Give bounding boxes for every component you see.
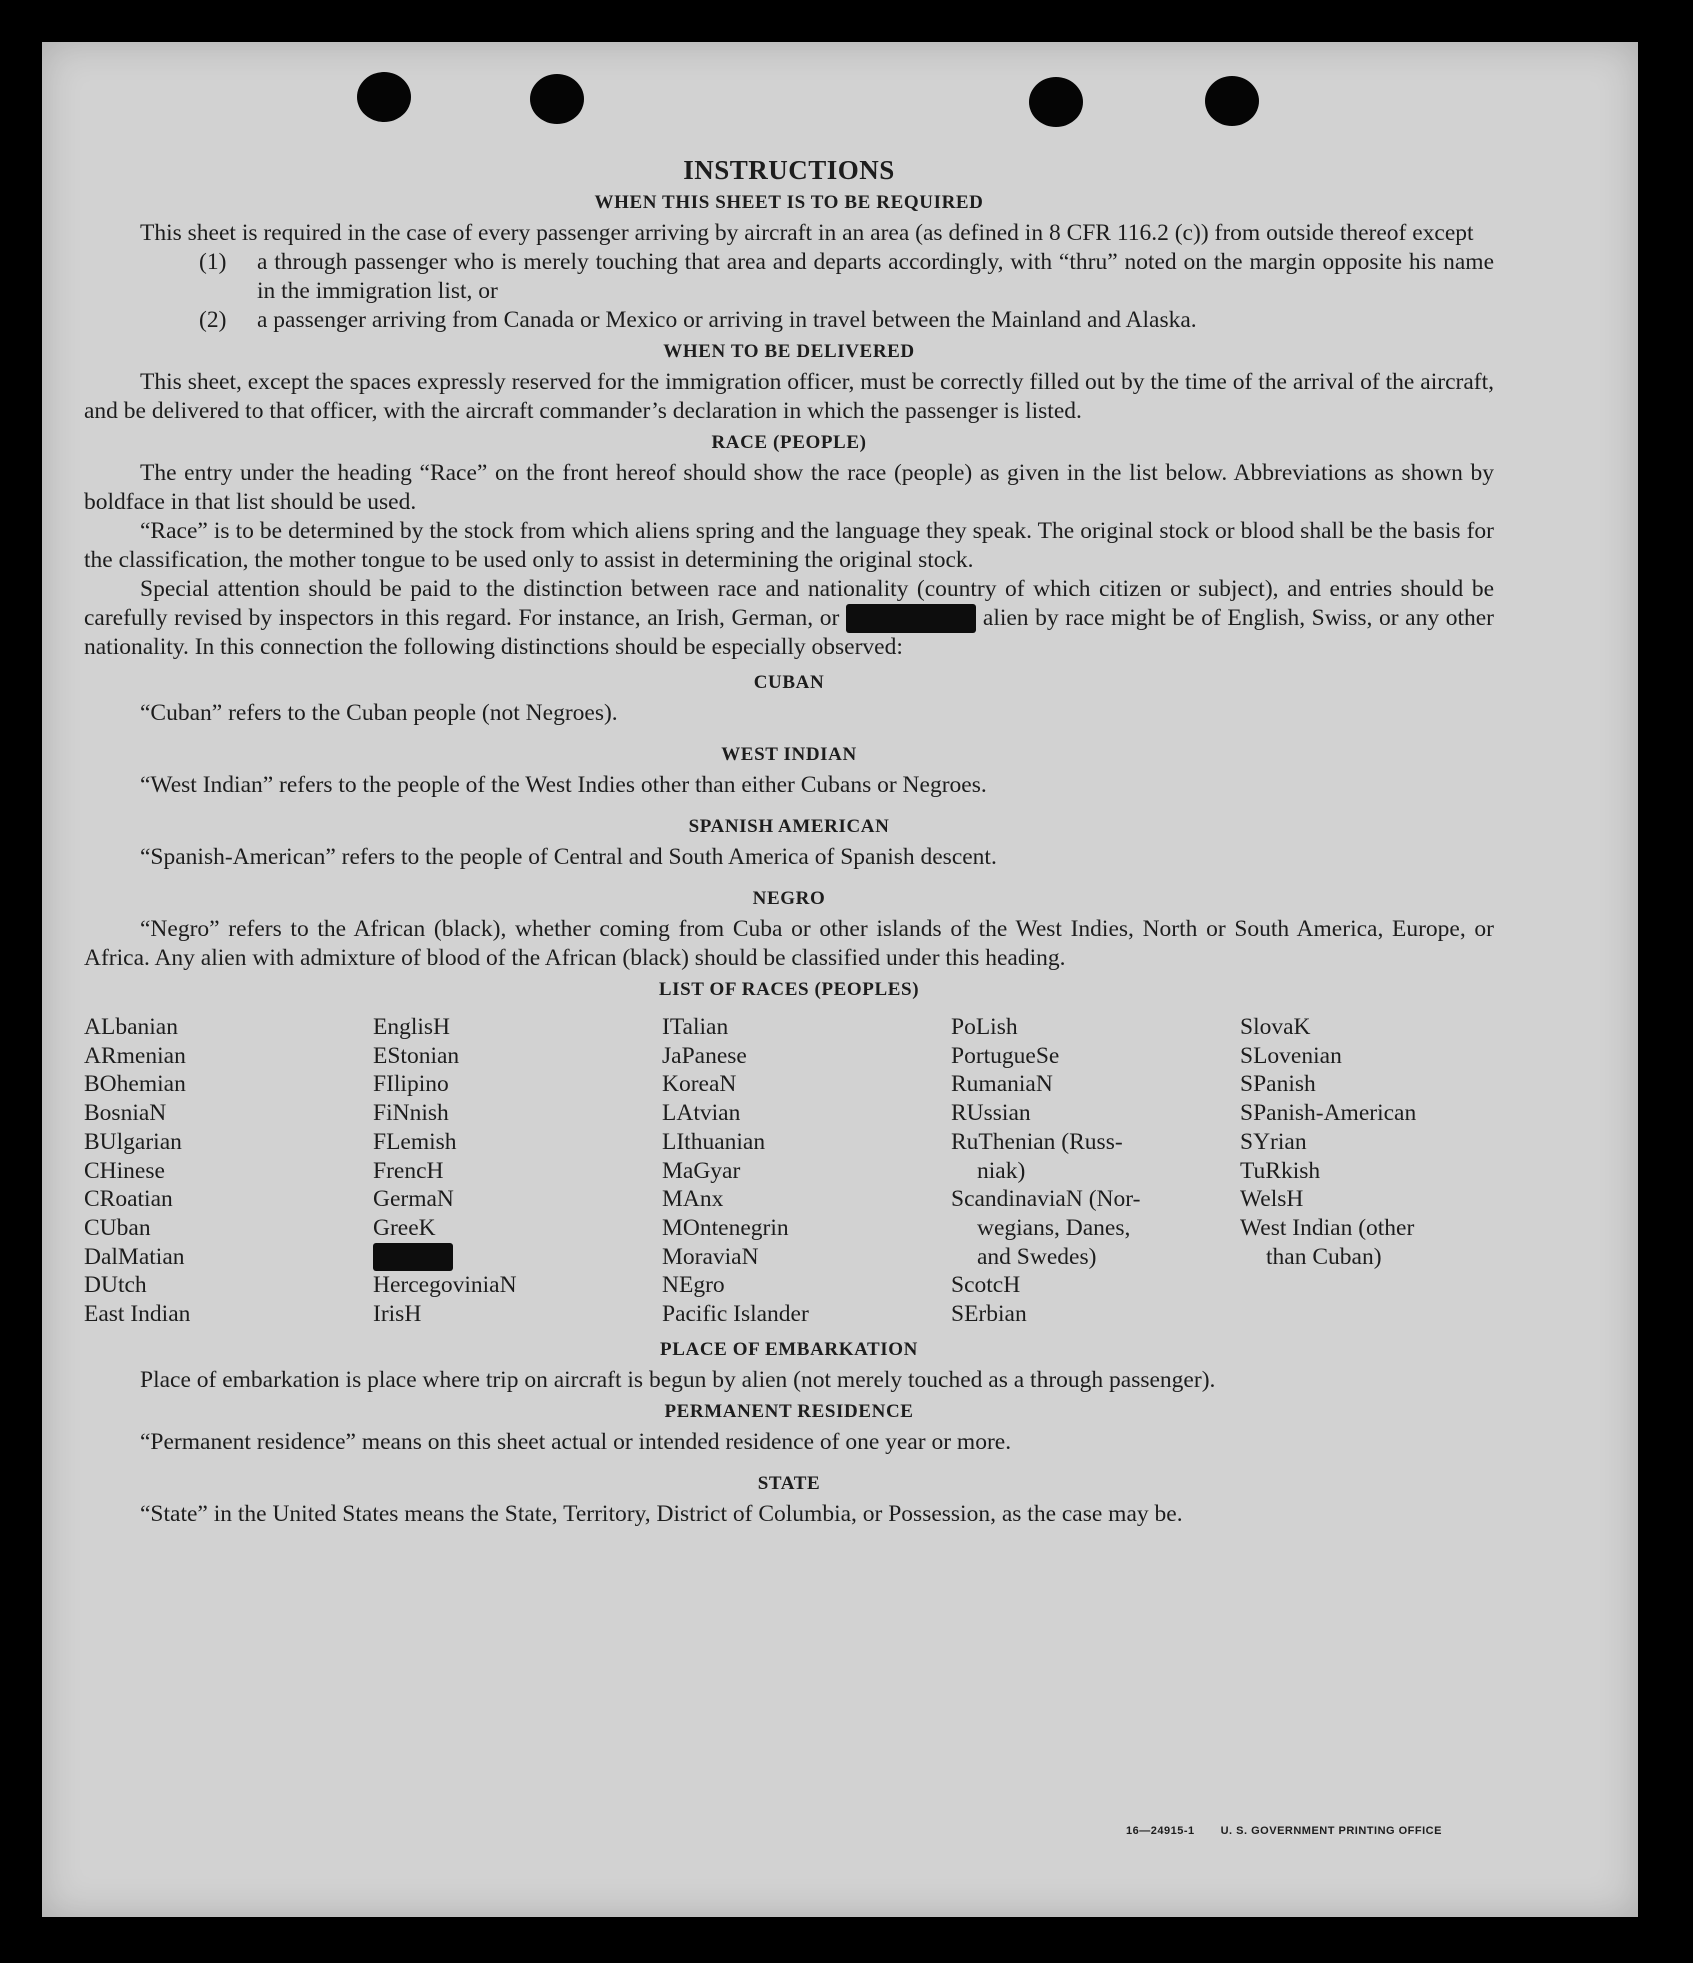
heading-state: STATE xyxy=(757,1472,821,1494)
punch-hole-4 xyxy=(1205,76,1259,126)
heading-spanish-american: SPANISH AMERICAN xyxy=(688,816,890,837)
race-entry: MOntenegrin xyxy=(662,1214,789,1241)
exception-text: a passenger arriving from Canada or Mexico or arriving in travel between the Mainland and Alaska. xyxy=(257,307,1197,333)
race-paragraph-3: Special attention should be paid to the distinction between race and nationality (country of which citizen or subject), and entries should be carefully revised by inspectors in this regard. For instance, an Irish, German, or alien by race might be of English, Swiss, or any other nationality. In this connection the following distinctions should be especially observed: xyxy=(84,576,1495,660)
race-entry: PortugueSe xyxy=(951,1042,1060,1069)
race-entry: FIlipino xyxy=(373,1071,449,1098)
when-delivered-text: This sheet, except the spaces expressly reserved for the immigration officer, must be correctly filled out by the time of the arrival of the aircraft, and be delivered to that officer, with the aircraft commander’s declaration in which the passenger is listed. xyxy=(84,369,1494,424)
heading-when-required: WHEN THIS SHEET IS TO BE REQUIRED xyxy=(594,192,984,213)
race-entry: ITalian xyxy=(662,1014,729,1040)
race-entry: FrencH xyxy=(373,1157,444,1184)
race-entry: JaPanese xyxy=(662,1042,747,1069)
race-entry: SPanish-American xyxy=(1240,1100,1417,1127)
race-entry: wegians, Danes, xyxy=(977,1214,1131,1241)
race-entry: MAnx xyxy=(662,1186,724,1213)
embarkation-text: Place of embarkation is place where trip on aircraft is begun by alien (not merely touched as a through passenger). xyxy=(140,1366,1216,1393)
cuban-text: “Cuban” refers to the Cuban people (not Negroes). xyxy=(140,700,618,726)
heading-residence: PERMANENT RESIDENCE xyxy=(664,1400,914,1422)
race-entry: FLemish xyxy=(373,1128,457,1155)
exception-number: (1) xyxy=(199,249,227,275)
race-entry: RuThenian (Russ- xyxy=(951,1128,1123,1155)
exception-item xyxy=(199,306,1494,335)
race-entry: Pacific Islander xyxy=(662,1301,809,1328)
race-entry: LAtvian xyxy=(662,1100,741,1127)
race-entry: FiNnish xyxy=(373,1100,449,1127)
race-entry: DalMatian xyxy=(84,1243,185,1270)
spanish-american-text: “Spanish-American” refers to the people of Central and South America of Spanish descent. xyxy=(140,844,997,870)
residence-text: “Permanent residence” means on this sheet actual or intended residence of one year or more. xyxy=(140,1428,1012,1455)
instructions-body xyxy=(84,155,1494,1529)
race-paragraph-2: “Race” is to be determined by the stock from which aliens spring and the language they speak. The original stock or blood shall be the basis for the classification, the mother tongue to be used only to assist in determining the original stock. xyxy=(84,518,1494,573)
race-entry: RUssian xyxy=(951,1100,1031,1127)
race-entry: niak) xyxy=(977,1157,1026,1184)
footer-form-code xyxy=(1126,1825,1468,1837)
race-entry: BOhemian xyxy=(84,1071,186,1098)
race-entry: WelsH xyxy=(1240,1186,1304,1213)
race-entry: SlovaK xyxy=(1240,1014,1311,1040)
race-entry: GreeK xyxy=(373,1214,436,1241)
race-entry: LIthuanian xyxy=(662,1128,766,1155)
race-entry: and Swedes) xyxy=(977,1243,1097,1270)
races-list xyxy=(84,1013,1494,1329)
race-entry: MaGyar xyxy=(662,1157,741,1184)
race-entry: PoLish xyxy=(951,1014,1018,1040)
race-entry: TuRkish xyxy=(1240,1157,1321,1184)
heading-cuban: CUBAN xyxy=(753,672,825,693)
race-entry: KoreaN xyxy=(662,1071,737,1098)
when-required-intro: This sheet is required in the case of every passenger arriving by aircraft in an area (as defined in 8 CFR 116.2 (c)) from outside thereof except xyxy=(140,220,1474,246)
race-entry: IrisH xyxy=(373,1301,422,1328)
race-entry: EStonian xyxy=(373,1042,460,1069)
race-entry: BUlgarian xyxy=(84,1128,182,1155)
race-entry: NEgro xyxy=(662,1272,725,1299)
heading-race: RACE (PEOPLE) xyxy=(711,432,867,453)
exception-text: a through passenger who is merely touching that area and departs accordingly, with “thru” noted on the margin opposite his name in the immigration list, or xyxy=(257,249,1494,304)
page-title: INSTRUCTIONS xyxy=(683,155,895,185)
race-paragraph-1: The entry under the heading “Race” on the front hereof should show the race (people) as given in the list below. Abbreviations as shown by boldface in that list should be used. xyxy=(84,460,1494,515)
race-entry: MoraviaN xyxy=(662,1243,759,1270)
race-entry: ALbanian xyxy=(84,1014,178,1040)
race-entry: ScandinaviaN (Nor- xyxy=(951,1186,1141,1213)
race-entry: SErbian xyxy=(951,1301,1027,1328)
punch-hole-3 xyxy=(1029,77,1083,127)
race-entry: SPanish xyxy=(1240,1071,1316,1098)
race-entry: West Indian (other xyxy=(1240,1214,1415,1241)
race-entry: RumaniaN xyxy=(951,1071,1053,1098)
race-entry xyxy=(373,1243,662,1272)
heading-list-of-races: LIST OF RACES (PEOPLES) xyxy=(658,979,920,1000)
form-number: 16—24915-1 xyxy=(1126,1825,1195,1837)
heading-embarkation: PLACE OF EMBARKATION xyxy=(660,1338,918,1360)
race-entry: CUban xyxy=(84,1214,151,1241)
punch-hole-1 xyxy=(357,72,411,122)
redacted-word xyxy=(846,604,976,633)
race-entry: HercegoviniaN xyxy=(373,1272,517,1299)
race-entry: CRoatian xyxy=(84,1186,173,1213)
heading-west-indian: WEST INDIAN xyxy=(721,744,857,765)
race-entry: CHinese xyxy=(84,1157,165,1184)
race-entry: SLovenian xyxy=(1240,1042,1342,1069)
race-entry: East Indian xyxy=(84,1301,191,1328)
race-entry: SYrian xyxy=(1240,1128,1307,1155)
punch-hole-2 xyxy=(530,74,584,124)
west-indian-text: “West Indian” refers to the people of the West Indies other than either Cubans or Negroes. xyxy=(140,772,987,798)
negro-text: “Negro” refers to the African (black), whether coming from Cuba or other islands of the West Indies, North or South America, Europe, or Africa. Any alien with admixture of blood of the African (black) should be classified under this heading. xyxy=(84,916,1494,971)
race-entry: DUtch xyxy=(84,1272,147,1299)
heading-negro: NEGRO xyxy=(752,888,826,909)
state-text: “State” in the United States means the State, Territory, District of Columbia, or Possession, as the case may be. xyxy=(140,1500,1183,1527)
exception-number: (2) xyxy=(199,307,227,333)
race-entry: GermaN xyxy=(373,1186,454,1213)
race-entry: ScotcH xyxy=(951,1272,1021,1299)
race-entry: BosniaN xyxy=(84,1100,167,1127)
race-entry: EnglisH xyxy=(373,1014,451,1040)
race-entry: than Cuban) xyxy=(1266,1243,1382,1270)
race-entry: ARmenian xyxy=(84,1042,186,1069)
exception-item xyxy=(199,248,1494,306)
heading-when-delivered: WHEN TO BE DELIVERED xyxy=(663,341,915,362)
printer-name: U. S. GOVERNMENT PRINTING OFFICE xyxy=(1220,1825,1442,1837)
